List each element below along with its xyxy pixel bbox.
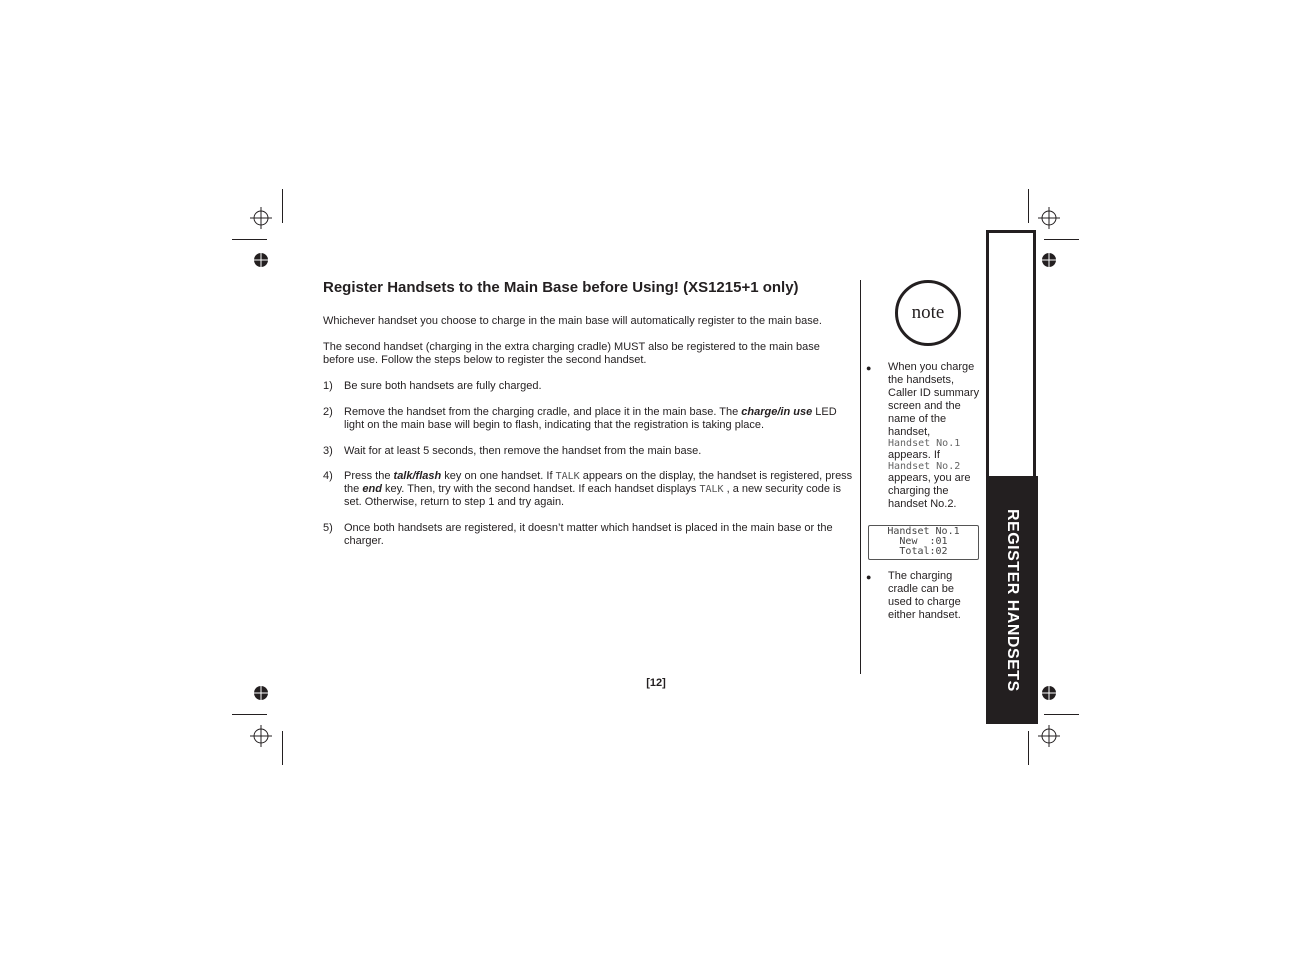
step-number: 2) bbox=[323, 406, 333, 418]
registration-dot-icon bbox=[1041, 685, 1057, 701]
crop-mark bbox=[1044, 239, 1079, 240]
registration-dot-icon bbox=[253, 252, 269, 268]
step-number: 4) bbox=[323, 470, 333, 482]
registration-dot-icon bbox=[253, 685, 269, 701]
lcd-text: TALK bbox=[555, 471, 580, 482]
key-name: end bbox=[362, 483, 382, 495]
note-icon bbox=[895, 280, 961, 346]
lcd-text: TALK bbox=[699, 484, 724, 495]
registration-target-icon bbox=[1038, 207, 1060, 229]
note-icon-label: note bbox=[911, 302, 945, 323]
lcd-line: Total:02 bbox=[899, 546, 948, 557]
registration-dot-icon bbox=[1041, 252, 1057, 268]
step-number: 5) bbox=[323, 522, 333, 534]
column-divider bbox=[860, 280, 861, 674]
lcd-line: New :01 bbox=[899, 536, 948, 547]
crop-mark bbox=[282, 731, 283, 765]
step-text: Press the talk/flash key on one handset. If TALK appears on the display, the handset is registered, press the end key. Then, try with the second handset. If each handset displays TALK , a new security code is set. Otherwise, return to step 1 and try again. bbox=[344, 470, 853, 508]
section-tab-outline bbox=[986, 230, 1036, 476]
note-2: The charging cradle can be used to charge either handset. bbox=[888, 570, 961, 621]
crop-mark bbox=[1028, 731, 1029, 765]
lcd-text: Handset No.1 bbox=[888, 438, 961, 449]
crop-mark bbox=[232, 714, 267, 715]
step-number: 1) bbox=[323, 380, 333, 392]
intro-paragraph: Whichever handset you choose to charge in the main base will automatically register to the main base. bbox=[323, 315, 822, 327]
crop-mark bbox=[1028, 189, 1029, 223]
step-1 bbox=[323, 380, 853, 393]
bullet-icon: ● bbox=[866, 363, 872, 373]
step-5 bbox=[323, 522, 853, 548]
crop-mark bbox=[1044, 714, 1079, 715]
step-4 bbox=[323, 470, 853, 509]
registration-target-icon bbox=[1038, 725, 1060, 747]
step-text: Once both handsets are registered, it doesn’t matter which handset is placed in the main base or the charger. bbox=[344, 522, 833, 547]
key-name: charge/in use bbox=[741, 406, 813, 418]
step-text: Be sure both handsets are fully charged. bbox=[344, 380, 542, 392]
step-number: 3) bbox=[323, 445, 333, 457]
section-tab-label: REGISTER HANDSETS bbox=[1004, 508, 1021, 692]
step-text: Remove the handset from the charging cradle, and place it in the main base. The charge/in use LED light on the main base will begin to flash, indicating that the registration is taking place. bbox=[344, 406, 837, 431]
lcd-text: Handset No.2 bbox=[888, 461, 961, 472]
second-handset-paragraph: The second handset (charging in the extra charging cradle) MUST also be registered to the main base before use. Follow the steps below to register the second handset. bbox=[323, 341, 820, 366]
page-title: Register Handsets to the Main Base before Using! (XS1215+1 only) bbox=[323, 279, 799, 296]
page-number: [12] bbox=[646, 677, 666, 689]
step-2 bbox=[323, 406, 853, 432]
crop-mark bbox=[232, 239, 267, 240]
lcd-screen bbox=[868, 525, 979, 560]
note-1: When you charge the handsets, Caller ID summary screen and the name of the handset, Handset No.1 appears. If Handset No.2 appears, you are charging the handset No.2. bbox=[888, 361, 980, 510]
registration-target-icon bbox=[250, 725, 272, 747]
step-3 bbox=[323, 445, 853, 458]
key-name: talk/flash bbox=[393, 470, 442, 482]
step-text: Wait for at least 5 seconds, then remove the handset from the main base. bbox=[344, 445, 702, 457]
registration-target-icon bbox=[250, 207, 272, 229]
crop-mark bbox=[282, 189, 283, 223]
bullet-icon: ● bbox=[866, 572, 872, 582]
lcd-line: Handset No.1 bbox=[887, 526, 960, 537]
